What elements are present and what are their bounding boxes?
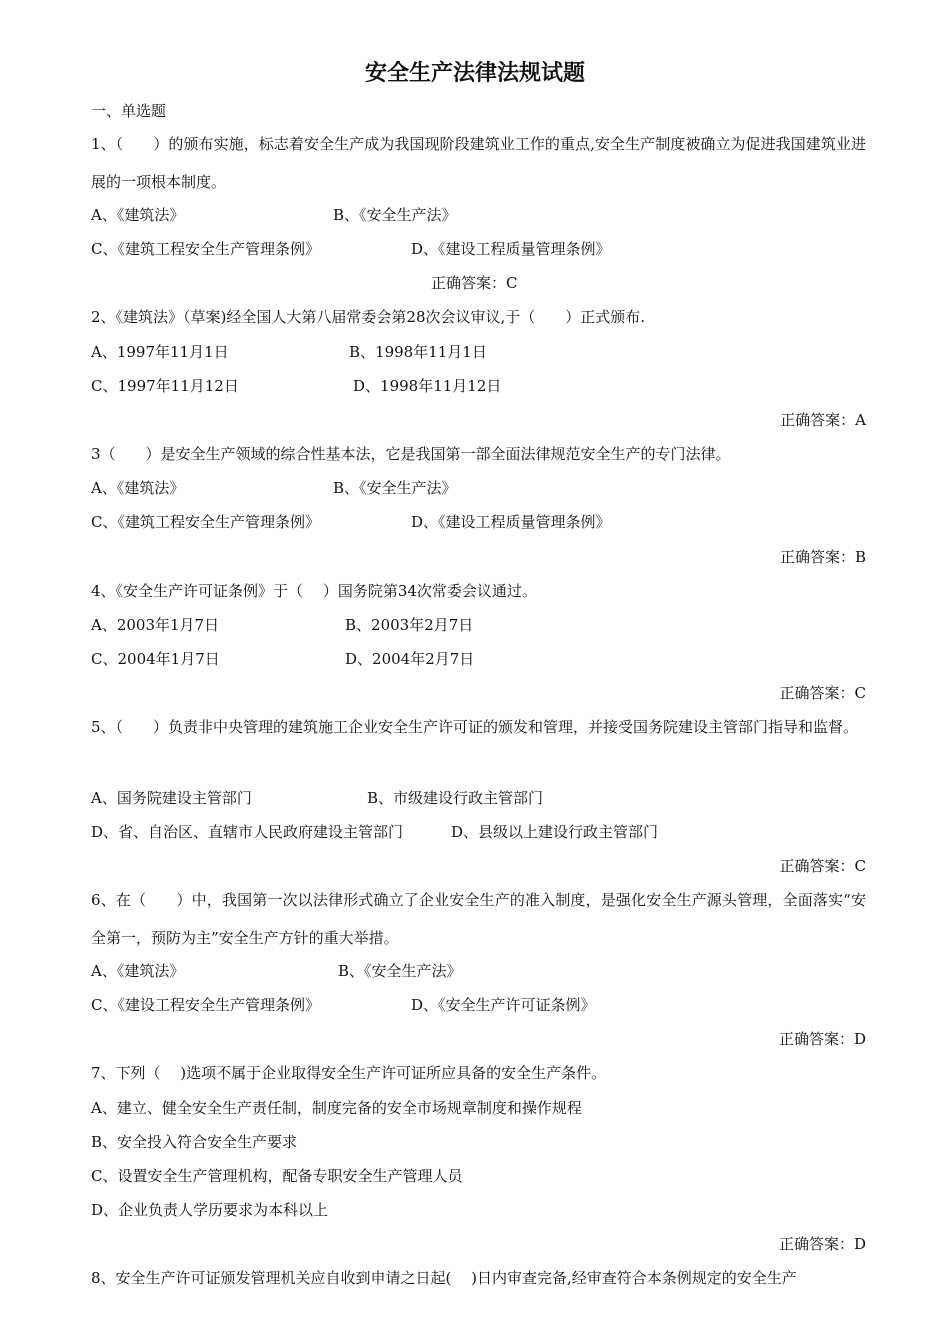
answer-text: 正确答案：A xyxy=(780,411,866,429)
option-b: B、《安全生产法》 xyxy=(338,962,462,980)
option-c: C、1997年11月12日 xyxy=(91,377,239,395)
option-d: D、《安全生产许可证条例》 xyxy=(411,996,596,1014)
question-stem: 7、下列（ )选项不属于企业取得安全生产许可证所应具备的安全生产条件。 xyxy=(91,1064,607,1082)
document-title: 安全生产法律法规试题 xyxy=(364,61,585,86)
option-c: C、《建筑工程安全生产管理条例》 xyxy=(91,240,320,258)
section-heading: 一、单选题 xyxy=(91,102,167,120)
option-a: A、《建筑法》 xyxy=(91,206,185,224)
option-a: A、1997年11月1日 xyxy=(91,343,229,361)
answer-text: 正确答案：C xyxy=(779,857,866,875)
option-b: B、市级建设行政主管部门 xyxy=(367,789,544,807)
answer-text: 正确答案：B xyxy=(779,548,866,566)
question-stem: 2、《建筑法》（草案)经全国人大第八届常委会第28次会议审议,于（ ）正式颁布. xyxy=(91,308,646,326)
question-stem: 1、（ ）的颁布实施，标志着安全生产成为我国现阶段建筑业工作的重点,安全生产制度被确立为促进我国建筑业进展的一项根本制度。 xyxy=(91,135,866,191)
option-a: A、建立、健全安全生产责任制，制度完备的安全市场规章制度和操作规程 xyxy=(91,1099,582,1117)
option-d: D、1998年11月12日 xyxy=(353,377,502,395)
option-d: D、县级以上建设行政主管部门 xyxy=(451,823,659,841)
option-a: A、《建筑法》 xyxy=(91,962,185,980)
option-d: D、2004年2月7日 xyxy=(345,650,475,668)
answer-text: 正确答案：D xyxy=(778,1030,866,1048)
question-stem: 5、（ ）负责非中央管理的建筑施工企业安全生产许可证的颁发和管理，并接受国务院建设主管部门指导和监督。 xyxy=(91,718,859,736)
option-c: C、《建筑工程安全生产管理条例》 xyxy=(91,513,320,531)
option-b: B、1998年11月1日 xyxy=(349,343,487,361)
option-a: A、国务院建设主管部门 xyxy=(91,789,252,807)
answer-text: 正确答案：C xyxy=(779,684,866,702)
option-b: B、《安全生产法》 xyxy=(333,479,457,497)
question-stem: 8、安全生产许可证颁发管理机关应自收到申请之日起( )日内审查完备,经审查符合本条例规定的安全生产 xyxy=(91,1269,797,1287)
option-d: D、企业负责人学历要求为本科以上 xyxy=(91,1201,329,1219)
option-a: A、2003年1月7日 xyxy=(91,616,220,634)
option-b: B、安全投入符合安全生产要求 xyxy=(91,1133,298,1151)
option-d: D、《建设工程质量管理条例》 xyxy=(411,513,611,531)
option-d: D、省、自治区、直辖市人民政府建设主管部门 xyxy=(91,823,404,841)
option-d: D、《建设工程质量管理条例》 xyxy=(411,240,611,258)
question-stem: 6、在（ ）中，我国第一次以法律形式确立了企业安全生产的准入制度，是强化安全生产源头管理，全面落实“安全第一，预防为主”安全生产方针的重大举措。 xyxy=(91,891,866,947)
option-c: C、2004年1月7日 xyxy=(91,650,220,668)
option-a: A、《建筑法》 xyxy=(91,479,185,497)
option-b: B、2003年2月7日 xyxy=(345,616,474,634)
question-stem: 3（ ）是安全生产领域的综合性基本法，它是我国第一部全面法律规范安全生产的专门法律。 xyxy=(91,445,731,463)
option-c: C、设置安全生产管理机构，配备专职安全生产管理人员 xyxy=(91,1167,463,1185)
answer-text: 正确答案：D xyxy=(778,1235,866,1253)
option-b: B、《安全生产法》 xyxy=(333,206,457,224)
answer-text: 正确答案：C xyxy=(431,274,518,292)
question-stem: 4、《安全生产许可证条例》于（ ）国务院第34次常委会议通过。 xyxy=(91,582,537,600)
option-c: C、《建设工程安全生产管理条例》 xyxy=(91,996,320,1014)
